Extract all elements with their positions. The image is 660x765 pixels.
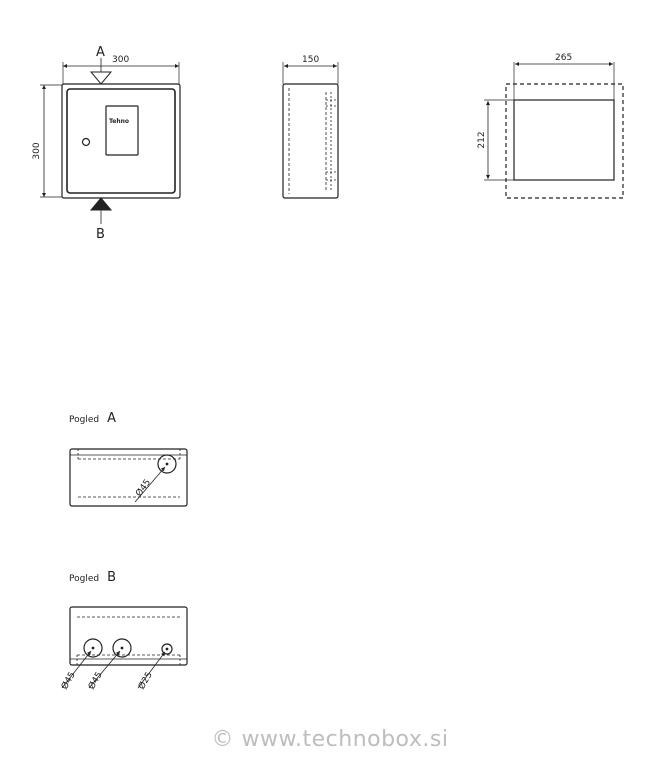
section-b-arrow-icon [91, 198, 111, 210]
view-a-drawing [70, 449, 187, 506]
front-width-label: 300 [112, 55, 130, 65]
side-outer-box [283, 84, 338, 198]
view-a-hole-label: Ø45 [134, 477, 154, 499]
back-plate [514, 100, 614, 180]
view-b-drawing [62, 607, 187, 688]
back-view [484, 62, 623, 198]
front-view [40, 58, 180, 224]
view-b-hole-label-1: Ø45 [59, 670, 78, 692]
side-depth-label: 150 [302, 55, 320, 65]
lock-icon [83, 139, 90, 146]
view-b-hole-label-2: Ø45 [86, 670, 105, 692]
front-window [106, 106, 138, 155]
view-b-hole-label-3: Ø25 [136, 670, 155, 692]
front-logo: Tehno [109, 118, 130, 125]
footer-watermark: © www.technobox.si [211, 727, 449, 752]
view-b-title: Pogled B [69, 570, 117, 585]
back-dashed-outline [506, 84, 623, 198]
back-height-label: 212 [477, 131, 487, 149]
side-view [283, 62, 338, 198]
view-a-title: Pogled A [69, 411, 117, 426]
section-a-arrow-icon [91, 72, 111, 84]
back-width-label: 265 [555, 53, 573, 63]
view-a-outer-box [70, 449, 187, 506]
section-b-label: B [96, 227, 105, 242]
front-height-label: 300 [32, 142, 42, 160]
front-outer-box [62, 84, 180, 198]
view-b-outer-box [70, 607, 187, 665]
section-a-label: A [96, 45, 105, 60]
